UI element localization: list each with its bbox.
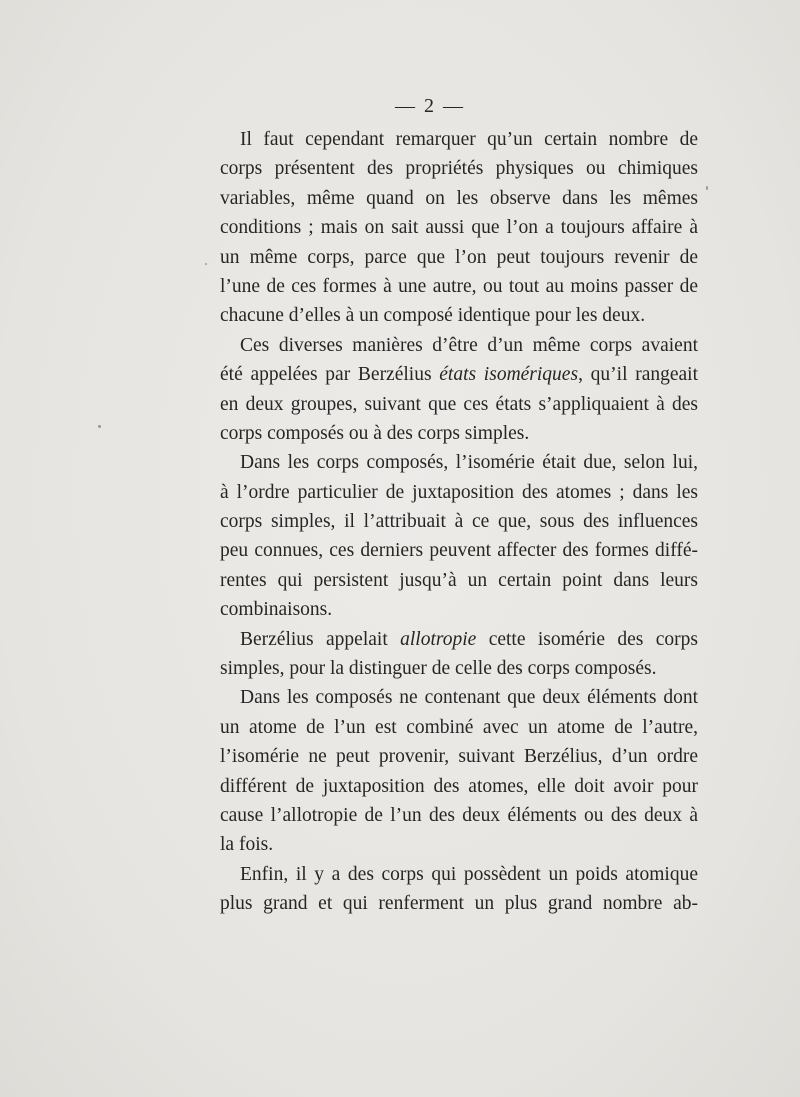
text-line: différent de juxtaposition des atomes, elle doit avoir pour: [220, 775, 698, 797]
text-line: simples, pour la distinguer de celle des corps composés.: [220, 658, 657, 680]
text-line: corps composés ou à des corps simples.: [220, 422, 530, 444]
text-line: plus grand et qui renferment un plus grand nombre ab-: [220, 893, 698, 915]
text-line: Enfin, il y a des corps qui possèdent un poids atomique: [240, 863, 698, 885]
text-line: corps simples, il l’attribuait à ce que, sous des influences: [220, 511, 698, 533]
text-line: conditions ; mais on sait aussi que l’on a toujours affaire à: [220, 217, 698, 239]
paper-speck: [205, 263, 207, 265]
text-line: la fois.: [220, 834, 274, 856]
text-line: à l’ordre particulier de juxtaposition des atomes ; dans les: [220, 481, 698, 503]
text-line: en deux groupes, suivant que ces états s’appliquaient à des: [220, 393, 698, 415]
text-line: peu connues, ces derniers peuvent affecter des formes diffé-: [220, 540, 698, 562]
text-line: combinaisons.: [220, 599, 333, 621]
text-line-with-italic: [220, 625, 698, 654]
text-line: l’une de ces formes à une autre, ou tout au moins passer de: [220, 275, 698, 297]
italic-term: allotropie: [400, 628, 477, 650]
text-fragment: , qu’il rangeait: [578, 364, 698, 386]
text-line: chacune d’elles à un composé identique pour les deux.: [220, 305, 646, 327]
text-line: l’isomérie ne peut provenir, suivant Berzélius, d’un ordre: [220, 746, 698, 768]
text-line: corps présentent des propriétés physiques ou chimiques: [220, 158, 698, 180]
text-line: variables, même quand on les observe dans les mêmes: [220, 187, 698, 209]
text-fragment: été appelées par Berzélius: [220, 364, 432, 386]
page-number: — 2 —: [395, 95, 465, 117]
text-line: rentes qui persistent jusqu’à un certain point dans leurs: [220, 569, 698, 591]
paper-speck: [98, 425, 101, 428]
text-line-with-italic: [220, 360, 698, 389]
paper-speck: [706, 186, 708, 190]
text-line: Dans les corps composés, l’isomérie était due, selon lui,: [240, 452, 698, 474]
text-fragment: Berzélius appelait: [240, 628, 388, 650]
text-line: Ces diverses manières d’être d’un même corps avaient: [240, 334, 698, 356]
italic-term: états isomériques: [439, 364, 579, 386]
body-text: [220, 125, 698, 919]
text-line: un atome de l’un est combiné avec un atome de l’autre,: [220, 716, 698, 738]
text-line: cause l’allotropie de l’un des deux éléments ou des deux à: [220, 804, 698, 826]
text-line: un même corps, parce que l’on peut toujours revenir de: [220, 246, 698, 268]
text-line: Dans les composés ne contenant que deux éléments dont: [240, 687, 698, 709]
text-fragment: cette isomérie des corps: [488, 628, 698, 650]
text-line: Il faut cependant remarquer qu’un certain nombre de: [240, 129, 698, 150]
